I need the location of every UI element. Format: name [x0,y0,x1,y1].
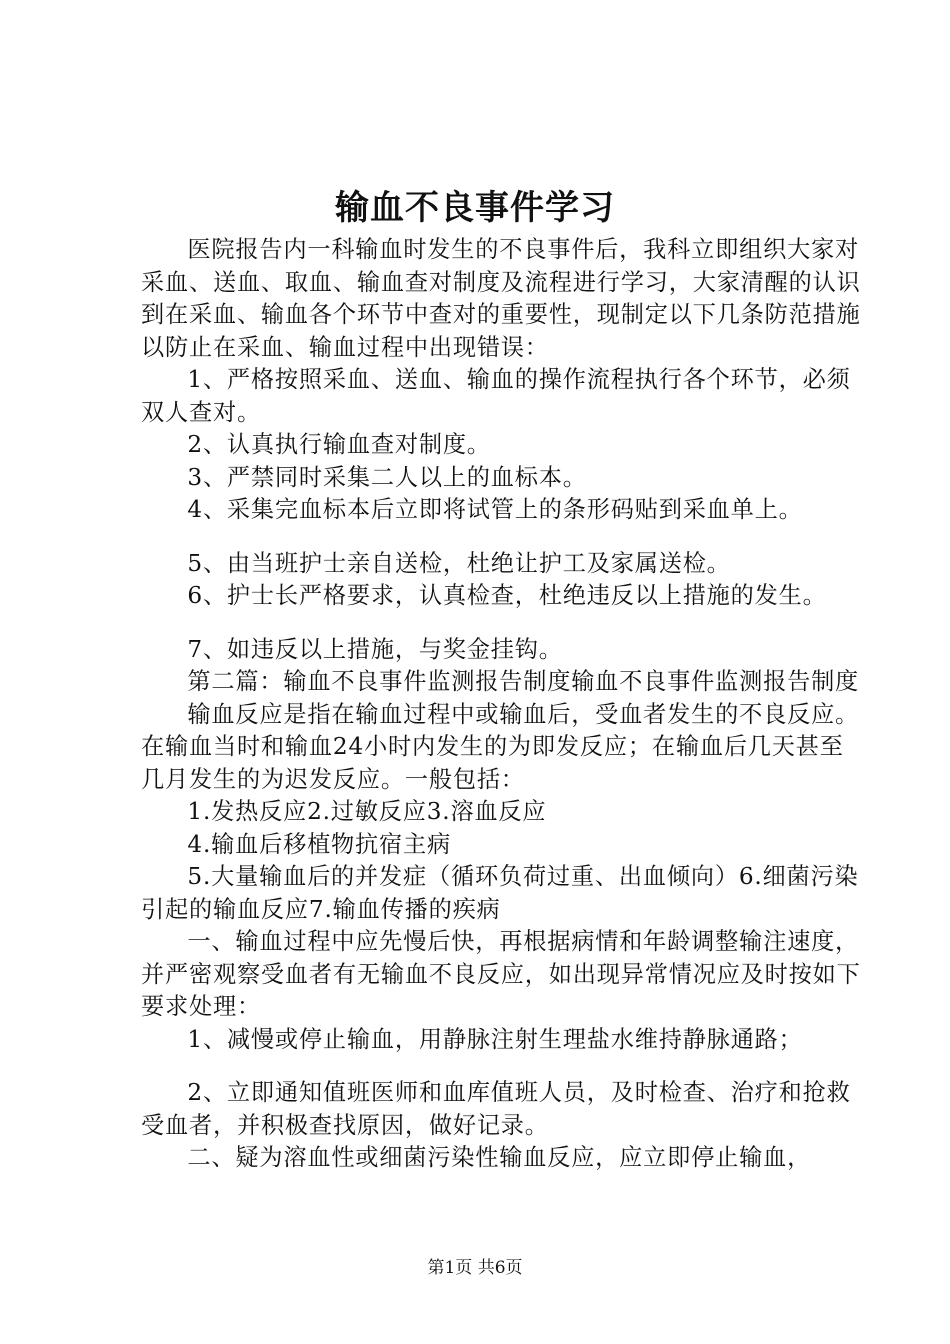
paragraph-list-2: 4.输血后移植物抗宿主病 [187,830,451,858]
paragraph-measure-6: 6、护士长严格要求，认真检查，杜绝违反以上措施的发生。 [187,582,827,609]
paragraph-procedure-2: 二、疑为溶血性或细菌污染性输血反应，应立即停止输血， [187,1144,812,1171]
paragraph-spacer [141,613,861,634]
paragraph-intro: 医院报告内一科输血时发生的不良事件后，我科立即组织大家对采血、送血、取血、输血查对制度及流程进行学习，大家清醒的认识到在采血、输血各个环节中查对的重要性，现制定以下几条防范措施以防止在采血、输血过程中出现错误： [141,236,861,361]
paragraph-spacer [141,1056,861,1077]
document-title: 输血不良事件学习 [335,188,615,228]
paragraph-step-2: 2、立即通知值班医师和血库值班人员，及时检查、治疗和抢救受血者，并积极查找原因，做好记录。 [141,1079,851,1139]
paragraph-section-heading: 第二篇：输血不良事件监测报告制度输血不良事件监测报告制度 [187,668,860,695]
paragraph-measure-4: 4、采集完血标本后立即将试管上的条形码贴到采血单上。 [187,496,803,523]
paragraph-list-3: 5.大量输血后的并发症（循环负荷过重、出血倾向）6.细菌污染引起的输血反应7.输血传播的疾病 [141,863,859,923]
paragraph-measure-2: 2、认真执行输血查对制度。 [187,431,491,458]
document-body [141,234,861,1175]
paragraph-definition: 输血反应是指在输血过程中或输血后，受血者发生的不良反应。在输血当时和输血24小时内发生的为即发反应；在输血后几天甚至几月发生的为迟发反应。一般包括： [141,700,860,793]
paragraph-procedure-1: 一、输血过程中应先慢后快，再根据病情和年龄调整输注速度，并严密观察受血者有无输血不良反应，如出现异常情况应及时按如下要求处理： [141,928,861,1020]
paragraph-measure-5: 5、由当班护士亲自送检，杜绝让护工及家属送检。 [187,549,731,577]
paragraph-measure-7: 7、如违反以上措施，与奖金挂钩。 [187,635,563,663]
paragraph-spacer [141,527,861,548]
paragraph-measure-3: 3、严禁同时采集二人以上的血标本。 [187,463,587,491]
page-number: 第1页 共6页 [427,1258,523,1278]
paragraph-step-1: 1、减慢或停止输血，用静脉注射生理盐水维持静脉通路； [187,1025,803,1053]
paragraph-measure-1: 1、严格按照采血、送血、输血的操作流程执行各个环节，必须双人查对。 [141,366,851,426]
paragraph-list-1: 1.发热反应2.过敏反应3.溶血反应 [187,798,547,825]
